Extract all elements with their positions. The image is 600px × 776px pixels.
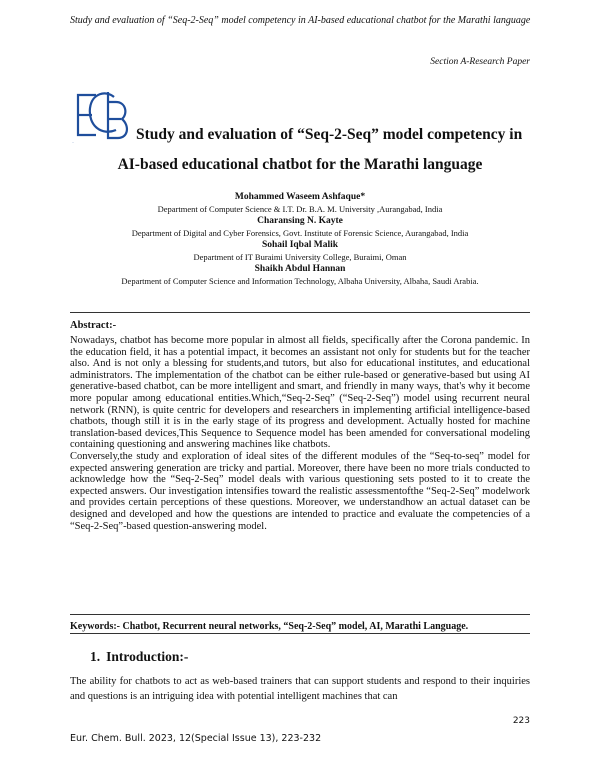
running-title: Study and evaluation of “Seq-2-Seq” model competency in AI-based educational chatbot for the Marathi language <box>70 15 531 26</box>
logo-text: ECB <box>72 143 74 144</box>
paper-title-line-1: Study and evaluation of “Seq-2-Seq” model competency in <box>136 126 523 143</box>
section-number: 1. <box>90 649 101 664</box>
page-number: 223 <box>512 716 530 726</box>
introduction-heading <box>90 649 188 665</box>
abstract-body <box>70 335 530 532</box>
divider-bottom <box>70 633 530 634</box>
keywords: Keywords:- Chatbot, Recurrent neural networks, “Seq-2-Seq” model, AI, Marathi Language. <box>70 621 469 632</box>
author-name: Sohail Iqbal Malik <box>261 240 339 250</box>
author-name: Shaikh Abdul Hannan <box>254 264 346 274</box>
abstract-heading: Abstract:- <box>70 320 117 331</box>
author-affiliation: Department of Computer Science & I.T. Dr. B.A. M. University ,Aurangabad, India <box>157 204 443 214</box>
abstract-paragraph: Conversely,the study and exploration of ideal sites of the different modules of the “Seq-to-seq” model for expected answering generation are tricky and partial. Moreover, there have been no more trials conducted to acknowledge how the “Seq-2-Seq” model deals with various questioning sets posted to it to create the expected answers. Our investigation intensifies toward the realistic assessmentofthe “Seq-2-Seq” modelwork and provides certain perceptions of these questions. Moreover, we understandhow an actual dataset can be designed and developed and how the questions are intended to practice and evaluate the competencies of a “Seq-2-Seq”-based question-answering model. <box>70 450 530 532</box>
author-affiliation: Department of Computer Science and Information Technology, Albaha University, Albaha, Saudi Arabia. <box>121 276 479 286</box>
abstract-paragraph: Nowadays, chatbot has become more popular in almost all fields, specifically after the Corona pandemic. In the education field, it has a potential impact, it becomes an assistant not only for students but for the teacher also. And is not only a blessing for students,and tutors, but also for educational institutes, and educational administrators. The implementation of the chatbot can be either rule-based or generative-based but using AI generative-based chatbot, can be more intelligent and smart, and friendly in many ways, that's why it become more popular among educational entities.Which,“Seq-2-Seq” (“Seq-2-Seq”) model using recurrent neural network (RNN), is quite centric for developers and researchers in implementing artificial intelligence-based chatbots, though still it is in the early stage of its progress and development. Actually hosted for machine translation-based devices,This Sequence to Sequence model has been amended for conversational modeling containing questioning and answering machines like chatbots. <box>70 335 530 451</box>
author-name: Charansing N. Kayte <box>257 216 343 226</box>
journal-logo <box>70 86 134 144</box>
author-block <box>70 191 530 287</box>
introduction-text: The ability for chatbots to act as web-based trainers that can support students and respond to their inquiries and questions is an intriguing idea with potential intelligent machines that can <box>70 676 530 702</box>
divider-top <box>70 312 530 313</box>
paper-title-line-2: AI-based educational chatbot for the Marathi language <box>117 156 483 173</box>
divider-middle <box>70 614 530 615</box>
section-label: Section A-Research Paper <box>430 57 530 67</box>
author-affiliation: Department of IT Buraimi University College, Buraimi, Oman <box>193 252 407 262</box>
author-affiliation: Department of Digital and Cyber Forensics, Govt. Institute of Forensic Science, Aurangabad, India <box>131 228 469 238</box>
section-title: Introduction:- <box>106 649 189 664</box>
author-name: Mohammed Waseem Ashfaque* <box>234 192 366 202</box>
journal-citation: Eur. Chem. Bull. 2023, 12(Special Issue 13), 223-232 <box>70 733 322 744</box>
